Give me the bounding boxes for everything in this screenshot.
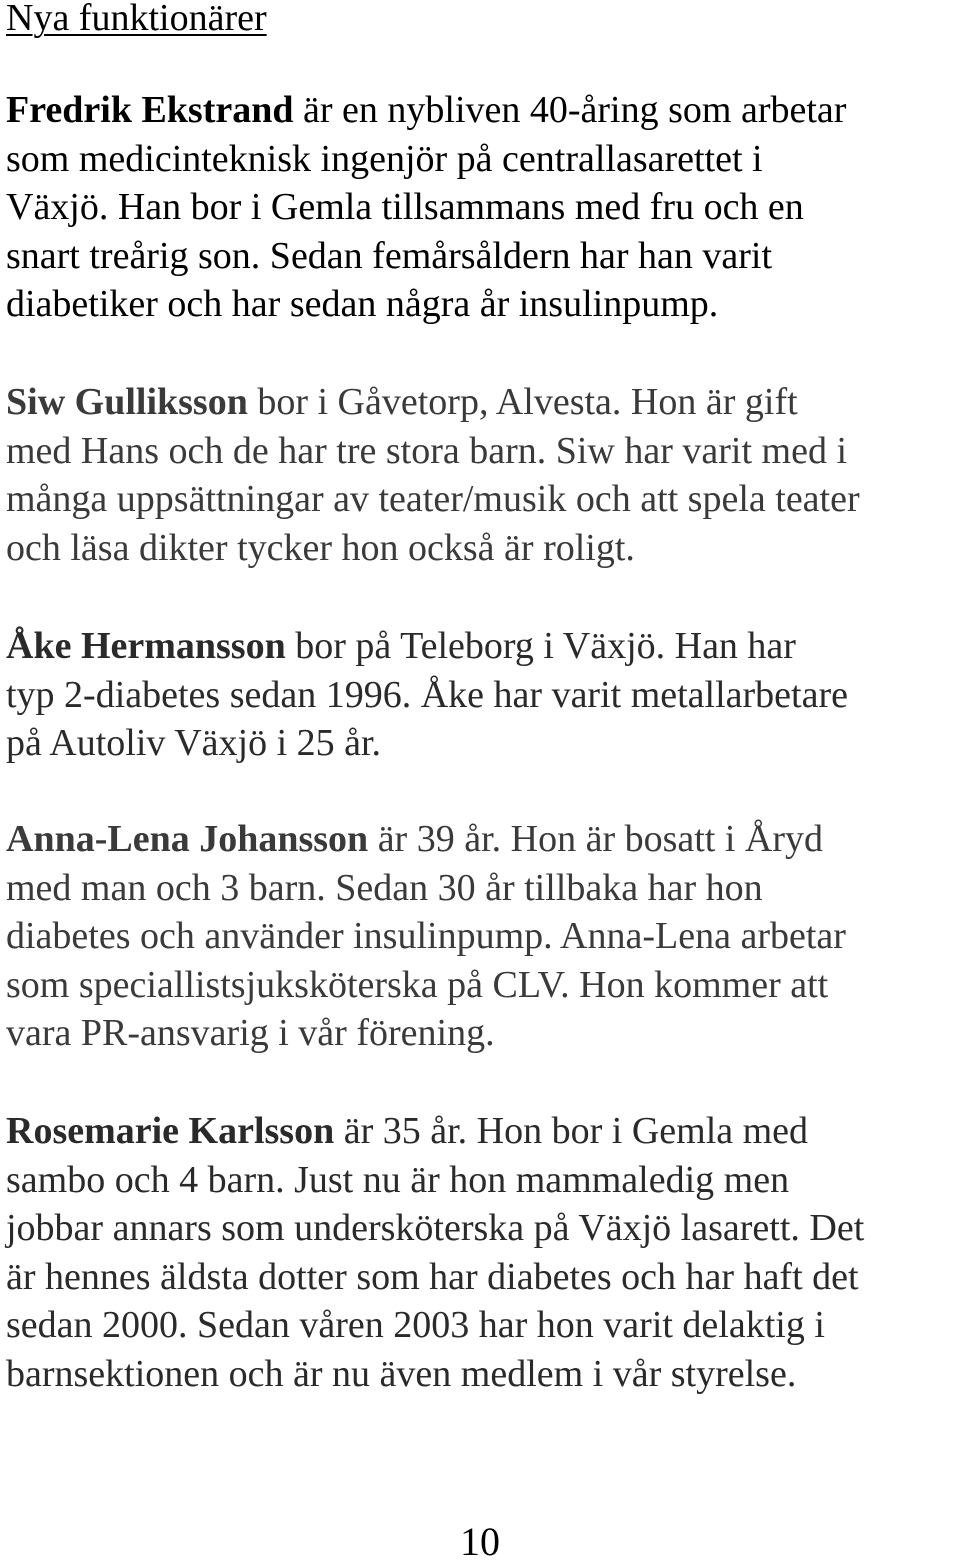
paragraph-line: sedan 2000. Sedan våren 2003 har hon varit delaktig i xyxy=(6,1304,825,1347)
paragraph-line: på Autoliv Växjö i 25 år. xyxy=(6,722,382,765)
paragraph-line: som medicinteknisk ingenjör på centrallasarettet i xyxy=(6,137,763,180)
paragraph-ake-hermansson xyxy=(6,622,956,768)
paragraph-line: typ 2-diabetes sedan 1996. Åke har varit metallarbetare xyxy=(6,673,848,716)
page-number: 10 xyxy=(460,1519,500,1564)
paragraph-line: och läsa dikter tycker hon också är roligt. xyxy=(6,526,635,569)
paragraph-line: jobbar annars som undersköterska på Växjö lasarett. Det xyxy=(6,1207,865,1250)
paragraph-text: är en nybliven 40-åring som arbetar xyxy=(293,89,847,131)
paragraph-line xyxy=(6,1107,956,1156)
paragraph-line: barnsektionen och är nu även medlem i vår styrelse. xyxy=(6,1352,797,1395)
person-name: Siw Gulliksson xyxy=(6,381,248,423)
paragraph-text: bor på Teleborg i Växjö. Han har xyxy=(285,625,796,667)
paragraph-anna-lena-johansson xyxy=(6,815,956,1058)
paragraph-line xyxy=(6,378,956,427)
paragraph-line: vara PR-ansvarig i vår förening. xyxy=(6,1012,495,1055)
paragraph-line xyxy=(6,622,956,671)
paragraph-line: med man och 3 barn. Sedan 30 år tillbaka har hon xyxy=(6,866,763,909)
paragraph-text: är 35 år. Hon bor i Gemla med xyxy=(334,1110,809,1152)
paragraph-rosemarie-karlsson xyxy=(6,1107,956,1399)
paragraph-siw-gulliksson xyxy=(6,378,956,572)
paragraph-fredrik-ekstrand xyxy=(6,86,956,329)
paragraph-line: Växjö. Han bor i Gemla tillsammans med fru och en xyxy=(6,186,804,229)
person-name: Åke Hermansson xyxy=(6,625,286,667)
paragraph-line xyxy=(6,86,956,135)
paragraph-line: med Hans och de har tre stora barn. Siw har varit med i xyxy=(6,429,848,472)
paragraph-line: sambo och 4 barn. Just nu är hon mammaledig men xyxy=(6,1158,790,1201)
paragraph-line xyxy=(6,815,956,864)
paragraph-line: snart treårig son. Sedan femårsåldern har han varit xyxy=(6,234,773,277)
person-name: Rosemarie Karlsson xyxy=(6,1110,335,1152)
paragraph-line: många uppsättningar av teater/musik och att spela teater xyxy=(6,478,860,521)
page-title: Nya funktionärer xyxy=(6,0,267,39)
paragraph-line: är hennes äldsta dotter som har diabetes och har haft det xyxy=(6,1255,859,1298)
person-name: Fredrik Ekstrand xyxy=(6,89,294,131)
paragraph-line: som speciallistsjuksköterska på CLV. Hon kommer att xyxy=(6,963,829,1006)
paragraph-line: diabetes och använder insulinpump. Anna-Lena arbetar xyxy=(6,915,846,958)
person-name: Anna-Lena Johansson xyxy=(6,818,369,860)
paragraph-text: är 39 år. Hon är bosatt i Åryd xyxy=(368,818,824,860)
paragraph-line: diabetiker och har sedan några år insulinpump. xyxy=(6,283,719,326)
paragraph-text: bor i Gåvetorp, Alvesta. Hon är gift xyxy=(247,381,798,423)
